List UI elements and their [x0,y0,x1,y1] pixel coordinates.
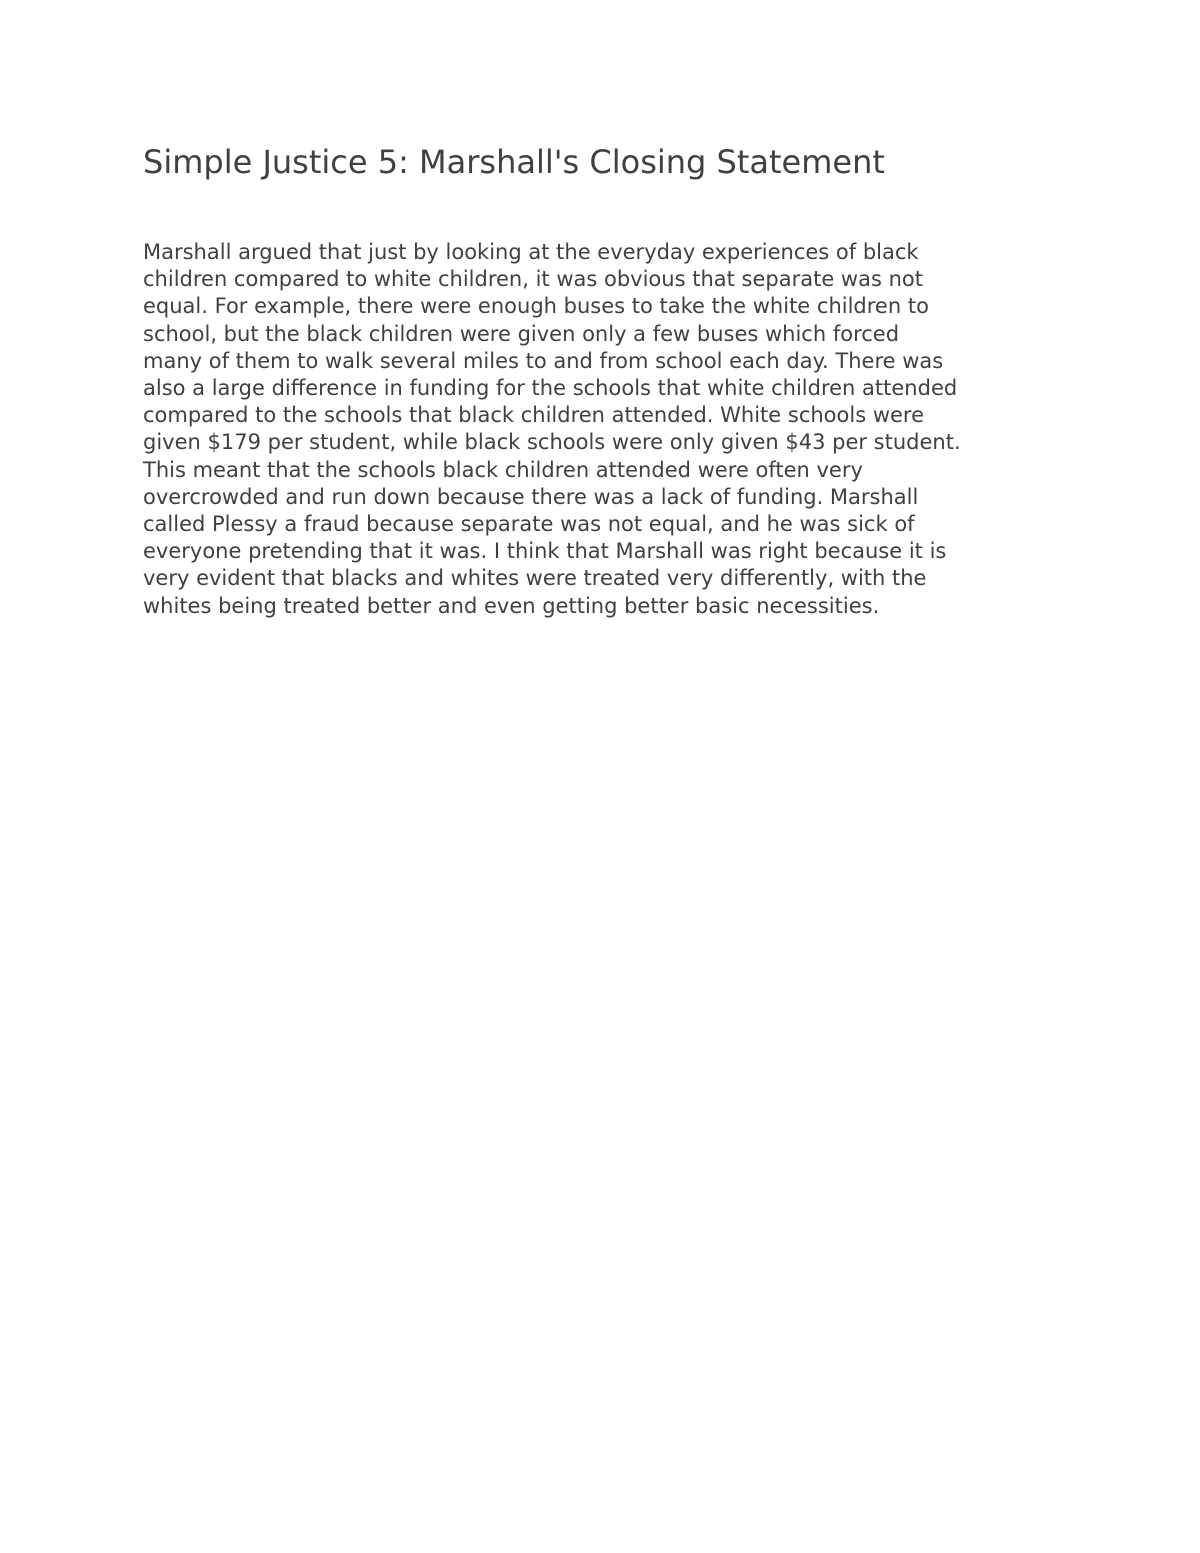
body-line: overcrowded and run down because there was a lack of funding. Marshall [143,484,919,509]
body-line: also a large difference in funding for the schools that white children attended [143,376,958,401]
body-line: Marshall argued that just by looking at the everyday experiences of black [143,240,919,264]
document-body [143,239,1103,620]
body-line: equal. For example, there were enough buses to take the white children to [143,294,929,319]
body-line: called Plessy a fraud because separate was not equal, and he was sick of [143,512,915,537]
body-line: school, but the black children were given only a few buses which forced [143,321,900,346]
body-line: children compared to white children, it was obvious that separate was not [143,267,923,292]
body-line: This meant that the schools black children attended were often very [143,457,863,482]
body-line: whites being treated better and even getting better basic necessities. [143,593,880,618]
body-line: many of them to walk several miles to and from school each day. There was [143,348,944,373]
body-line: everyone pretending that it was. I think that Marshall was right because it is [143,539,947,564]
body-line: compared to the schools that black children attended. White schools were [143,403,925,428]
body-line: given $179 per student, while black schools were only given $43 per student. [143,430,961,455]
body-line: very evident that blacks and whites were treated very differently, with the [143,566,927,591]
document-title: Simple Justice 5: Marshall's Closing Statement [143,143,885,181]
